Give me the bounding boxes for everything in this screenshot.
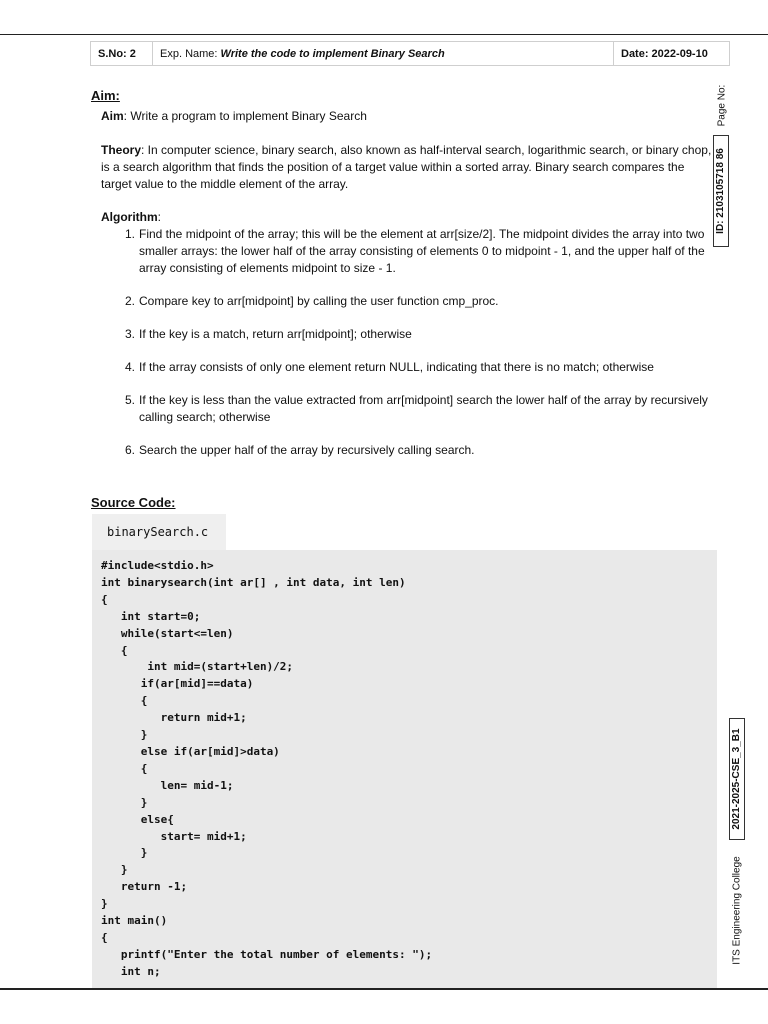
algorithm-colon: :	[157, 210, 162, 224]
experiment-date: Date: 2022-09-10	[614, 42, 730, 66]
aim-heading: Aim:	[91, 88, 120, 103]
source-code-block	[92, 550, 717, 988]
algorithm-label: Algorithm	[101, 210, 158, 224]
aim-label: Aim	[101, 109, 124, 123]
source-file-tab[interactable]: binarySearch.c	[92, 514, 226, 550]
algorithm-step: 3. If the key is a match, return arr[midpoint]; otherwise	[125, 327, 412, 341]
student-id: ID: 2103105718 86	[713, 135, 729, 247]
college-name: ITS Engineering College	[731, 856, 743, 965]
algorithm-steps	[101, 226, 723, 459]
theory-paragraph	[101, 142, 716, 193]
serial-number: S.No: 2	[91, 42, 153, 66]
theory-text: : In computer science, binary search, also known as half-interval search, logarithmic search, or binary chop, is a search algorithm that finds the position of a target value within a sorted array. Binary search compares the target value to the middle element of the array.	[101, 143, 712, 191]
source-code-heading: Source Code:	[91, 495, 176, 510]
algorithm-step: 2. Compare key to arr[midpoint] by calling the user function cmp_proc.	[125, 294, 499, 308]
page-number-label: Page No:	[716, 84, 728, 127]
algorithm-title	[101, 209, 716, 226]
algorithm-step: 1. Find the midpoint of the array; this will be the element at arr[size/2]. The midpoint divides the array into two smaller arrays: the lower half of the array consisting of elements 0 to midpoint - 1, and the upper half of the array consisting of elements midpoint to size - 1.	[125, 227, 705, 275]
bottom-rule	[0, 988, 768, 990]
batch-code: 2021-2025-CSE_3_B1	[729, 718, 745, 840]
experiment-name: Write the code to implement Binary Search	[220, 47, 445, 60]
theory-label: Theory	[101, 143, 142, 157]
experiment-name-cell	[153, 42, 614, 66]
experiment-header	[90, 41, 730, 66]
aim-text: : Write a program to implement Binary Search	[123, 109, 367, 123]
algorithm-step: 5. If the key is less than the value extracted from arr[midpoint] search the lower half of the array by recursively calling search; otherwise	[125, 393, 708, 424]
source-code-text: #include<stdio.h> int binarysearch(int ar[] , int data, int len) { int start=0; while(start<=len) { int mid=(start+len)/2; if(ar[mid]==data) { return mid+1; } else if(ar[mid]>data) { len= mid-1; } else{ start= mid+1; } } return -1; } int main() { printf("Enter the total number of elements: "); int n;	[101, 559, 433, 978]
experiment-name-label: Exp. Name:	[160, 47, 221, 60]
algorithm-step: 4. If the array consists of only one element return NULL, indicating that there is no match; otherwise	[125, 360, 654, 374]
aim-statement	[101, 108, 716, 125]
top-rule	[0, 34, 768, 35]
algorithm-step: 6. Search the upper half of the array by recursively calling search.	[125, 443, 475, 457]
